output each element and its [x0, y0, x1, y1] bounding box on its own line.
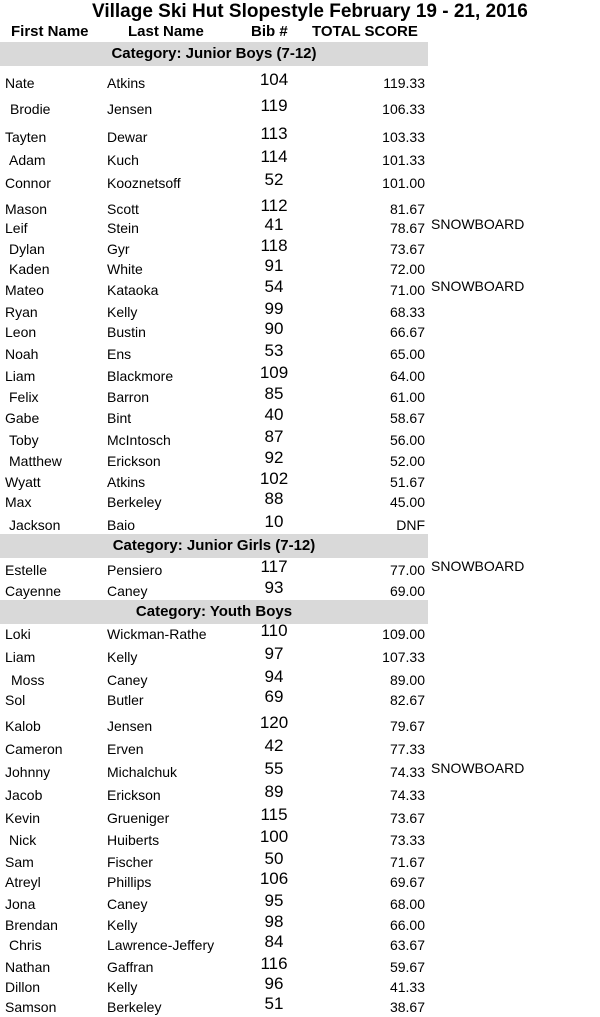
- last-name-cell: Barron: [107, 389, 150, 405]
- category-header: Category: Junior Boys (7-12): [0, 42, 428, 66]
- total-score-cell: 78.67: [389, 220, 425, 236]
- total-score-cell: 63.67: [389, 937, 425, 953]
- table-row: [0, 912, 600, 935]
- last-name-cell: Kelly: [107, 304, 138, 320]
- first-name-cell: Brodie: [10, 101, 51, 117]
- table-row: [0, 932, 600, 955]
- table-row: [0, 736, 600, 759]
- total-score-cell: 81.67: [389, 201, 425, 217]
- table-row: [0, 277, 600, 300]
- total-score-cell: 72.00: [389, 261, 425, 277]
- first-name-cell: Noah: [5, 346, 39, 362]
- last-name-cell: McIntosch: [107, 432, 171, 448]
- first-name-cell: Kaden: [9, 261, 50, 277]
- discipline-note: SNOWBOARD: [431, 216, 525, 232]
- last-name-cell: Kuch: [107, 152, 139, 168]
- header-last-name: Last Name: [128, 23, 204, 40]
- first-name-cell: Jackson: [9, 517, 61, 533]
- first-name-cell: Nick: [9, 832, 37, 848]
- total-score-cell: 82.67: [389, 692, 425, 708]
- bib-number-cell: 87: [264, 427, 284, 446]
- last-name-cell: Atkins: [107, 75, 146, 91]
- total-score-cell: 79.67: [389, 718, 425, 734]
- table-row: [0, 954, 600, 977]
- table-row: [0, 124, 600, 147]
- last-name-cell: Butler: [107, 692, 144, 708]
- total-score-cell: 77.33: [389, 741, 425, 757]
- bib-number-cell: 104: [259, 70, 289, 89]
- first-name-cell: Connor: [5, 175, 51, 191]
- total-score-cell: 107.33: [382, 649, 425, 665]
- table-row: [0, 994, 600, 1017]
- bib-number-cell: 109: [259, 363, 289, 382]
- bib-number-cell: 69: [264, 687, 284, 706]
- last-name-cell: Dewar: [107, 129, 148, 145]
- first-name-cell: Leon: [5, 324, 37, 340]
- first-name-cell: Jona: [5, 896, 36, 912]
- first-name-cell: Tayten: [5, 129, 47, 145]
- last-name-cell: Huiberts: [107, 832, 160, 848]
- last-name-cell: Ens: [107, 346, 132, 362]
- bib-number-cell: 88: [264, 489, 284, 508]
- first-name-cell: Kevin: [5, 810, 41, 826]
- last-name-cell: Bint: [107, 410, 132, 426]
- first-name-cell: Dillon: [5, 979, 41, 995]
- total-score-cell: DNF: [396, 517, 425, 533]
- bib-number-cell: 85: [264, 384, 284, 403]
- first-name-cell: Wyatt: [5, 474, 41, 490]
- bib-number-cell: 110: [260, 621, 288, 640]
- total-score-cell: 89.00: [389, 672, 425, 688]
- bib-number-cell: 120: [259, 713, 289, 732]
- first-name-cell: Loki: [5, 626, 31, 642]
- table-row: [0, 170, 600, 193]
- first-name-cell: Moss: [11, 672, 45, 688]
- first-name-cell: Nate: [5, 75, 35, 91]
- category-header: Category: Junior Girls (7-12): [0, 534, 428, 558]
- first-name-cell: Leif: [5, 220, 28, 236]
- total-score-cell: 74.33: [389, 787, 425, 803]
- total-score-cell: 51.67: [389, 474, 425, 490]
- bib-number-cell: 119: [260, 96, 288, 115]
- last-name-cell: Kataoka: [107, 282, 159, 298]
- table-row: [0, 667, 600, 690]
- table-row: [0, 687, 600, 710]
- first-name-cell: Brendan: [5, 917, 58, 933]
- bib-number-cell: 41: [264, 215, 284, 234]
- bib-number-cell: 117: [260, 557, 288, 576]
- bib-number-cell: 116: [260, 954, 288, 973]
- bib-number-cell: 112: [260, 196, 288, 215]
- first-name-cell: Liam: [5, 649, 36, 665]
- last-name-cell: Lawrence-Jeffery: [107, 937, 215, 953]
- bib-number-cell: 92: [264, 448, 284, 467]
- table-row: [0, 891, 600, 914]
- last-name-cell: Wickman-Rathe: [107, 626, 207, 642]
- first-name-cell: Johnny: [5, 764, 51, 780]
- header-total-score: TOTAL SCORE: [312, 23, 418, 40]
- bib-number-cell: 51: [264, 994, 284, 1013]
- first-name-cell: Estelle: [5, 562, 48, 578]
- last-name-cell: Bustin: [107, 324, 146, 340]
- bib-number-cell: 94: [264, 667, 284, 686]
- last-name-cell: Berkeley: [107, 999, 162, 1015]
- table-row: [0, 512, 600, 535]
- table-row: [0, 849, 600, 872]
- last-name-cell: Atkins: [107, 474, 146, 490]
- table-row: [0, 827, 600, 850]
- bib-number-cell: 42: [264, 736, 284, 755]
- last-name-cell: Jensen: [107, 101, 153, 117]
- total-score-cell: 59.67: [389, 959, 425, 975]
- last-name-cell: White: [107, 261, 143, 277]
- last-name-cell: Stein: [107, 220, 139, 236]
- category-header: Category: Youth Boys: [0, 600, 428, 624]
- bib-number-cell: 10: [264, 512, 284, 531]
- table-row: [0, 299, 600, 322]
- first-name-cell: Jacob: [5, 787, 43, 803]
- table-row: [0, 341, 600, 364]
- total-score-cell: 73.67: [389, 241, 425, 257]
- first-name-cell: Kalob: [5, 718, 41, 734]
- last-name-cell: Baio: [107, 517, 136, 533]
- first-name-cell: Ryan: [5, 304, 38, 320]
- bib-number-cell: 90: [264, 319, 284, 338]
- table-row: [0, 147, 600, 170]
- first-name-cell: Felix: [9, 389, 39, 405]
- bib-number-cell: 98: [264, 912, 284, 931]
- last-name-cell: Erickson: [107, 787, 161, 803]
- table-row: [0, 215, 600, 238]
- last-name-cell: Kelly: [107, 649, 138, 665]
- first-name-cell: Mason: [5, 201, 48, 217]
- total-score-cell: 73.33: [389, 832, 425, 848]
- last-name-cell: Grueniger: [107, 810, 170, 826]
- table-row: [0, 578, 600, 601]
- bib-number-cell: 84: [264, 932, 284, 951]
- last-name-cell: Scott: [107, 201, 139, 217]
- first-name-cell: Max: [5, 494, 32, 510]
- first-name-cell: Atreyl: [5, 874, 41, 890]
- bib-number-cell: 113: [260, 124, 288, 143]
- table-row: [0, 427, 600, 450]
- table-row: [0, 256, 600, 279]
- total-score-cell: 58.67: [389, 410, 425, 426]
- total-score-cell: 41.33: [389, 979, 425, 995]
- first-name-cell: Chris: [9, 937, 42, 953]
- last-name-cell: Erickson: [107, 453, 161, 469]
- discipline-note: SNOWBOARD: [431, 760, 525, 776]
- last-name-cell: Kelly: [107, 917, 138, 933]
- bib-number-cell: 118: [260, 236, 288, 255]
- discipline-note: SNOWBOARD: [431, 278, 525, 294]
- table-row: [0, 805, 600, 828]
- last-name-cell: Fischer: [107, 854, 153, 870]
- total-score-cell: 106.33: [382, 101, 425, 117]
- total-score-cell: 66.00: [389, 917, 425, 933]
- last-name-cell: Blackmore: [107, 368, 174, 384]
- last-name-cell: Michalchuk: [107, 764, 178, 780]
- table-row: [0, 70, 600, 93]
- table-row: [0, 869, 600, 892]
- bib-number-cell: 99: [264, 299, 284, 318]
- first-name-cell: Cayenne: [5, 583, 62, 599]
- last-name-cell: Caney: [107, 583, 148, 599]
- table-row: [0, 96, 600, 119]
- table-row: [0, 236, 600, 259]
- first-name-cell: Toby: [9, 432, 39, 448]
- total-score-cell: 71.00: [389, 282, 425, 298]
- table-row: [0, 644, 600, 667]
- table-row: [0, 469, 600, 492]
- total-score-cell: 45.00: [389, 494, 425, 510]
- last-name-cell: Phillips: [107, 874, 152, 890]
- first-name-cell: Sam: [5, 854, 34, 870]
- bib-number-cell: 95: [264, 891, 284, 910]
- first-name-cell: Mateo: [5, 282, 44, 298]
- last-name-cell: Caney: [107, 672, 148, 688]
- table-row: [0, 448, 600, 471]
- total-score-cell: 56.00: [389, 432, 425, 448]
- table-row: [0, 405, 600, 428]
- table-row: [0, 557, 600, 580]
- bib-number-cell: 89: [264, 782, 284, 801]
- bib-number-cell: 114: [260, 147, 288, 166]
- first-name-cell: Sol: [5, 692, 26, 708]
- bib-number-cell: 93: [264, 578, 284, 597]
- first-name-cell: Matthew: [9, 453, 62, 469]
- bib-number-cell: 54: [264, 277, 284, 296]
- bib-number-cell: 97: [264, 644, 284, 663]
- bib-number-cell: 53: [264, 341, 284, 360]
- bib-number-cell: 102: [259, 469, 289, 488]
- total-score-cell: 52.00: [389, 453, 425, 469]
- total-score-cell: 68.33: [389, 304, 425, 320]
- total-score-cell: 119.33: [383, 75, 425, 91]
- page-title: Village Ski Hut Slopestyle February 19 - 21, 2016: [92, 1, 528, 22]
- discipline-note: SNOWBOARD: [431, 558, 525, 574]
- table-row: [0, 319, 600, 342]
- table-row: [0, 363, 600, 386]
- last-name-cell: Gaffran: [107, 959, 154, 975]
- first-name-cell: Nathan: [5, 959, 51, 975]
- first-name-cell: Gabe: [5, 410, 40, 426]
- total-score-cell: 38.67: [389, 999, 425, 1015]
- table-row: [0, 713, 600, 736]
- last-name-cell: Kooznetsoff: [107, 175, 181, 191]
- total-score-cell: 73.67: [389, 810, 425, 826]
- last-name-cell: Jensen: [107, 718, 153, 734]
- bib-number-cell: 55: [264, 759, 284, 778]
- last-name-cell: Kelly: [107, 979, 138, 995]
- first-name-cell: Dylan: [9, 241, 45, 257]
- bib-number-cell: 52: [264, 170, 284, 189]
- bib-number-cell: 40: [264, 405, 284, 424]
- total-score-cell: 68.00: [389, 896, 425, 912]
- table-row: [0, 489, 600, 512]
- last-name-cell: Gyr: [107, 241, 130, 257]
- total-score-cell: 74.33: [389, 764, 425, 780]
- last-name-cell: Erven: [107, 741, 144, 757]
- header-first-name: First Name: [11, 23, 89, 40]
- bib-number-cell: 115: [260, 805, 288, 824]
- last-name-cell: Caney: [107, 896, 148, 912]
- first-name-cell: Adam: [9, 152, 46, 168]
- table-row: [0, 974, 600, 997]
- total-score-cell: 101.00: [382, 175, 425, 191]
- table-row: [0, 384, 600, 407]
- total-score-cell: 103.33: [382, 129, 425, 145]
- first-name-cell: Liam: [5, 368, 36, 384]
- table-row: [0, 621, 600, 644]
- header-bib: Bib #: [251, 23, 288, 40]
- total-score-cell: 65.00: [389, 346, 425, 362]
- bib-number-cell: 91: [264, 256, 284, 275]
- first-name-cell: Cameron: [5, 741, 63, 757]
- total-score-cell: 61.00: [389, 389, 425, 405]
- last-name-cell: Berkeley: [107, 494, 162, 510]
- table-row: [0, 759, 600, 782]
- total-score-cell: 109.00: [382, 626, 425, 642]
- total-score-cell: 77.00: [389, 562, 425, 578]
- bib-number-cell: 96: [264, 974, 284, 993]
- total-score-cell: 64.00: [389, 368, 425, 384]
- table-row: [0, 782, 600, 805]
- total-score-cell: 66.67: [389, 324, 425, 340]
- total-score-cell: 71.67: [389, 854, 425, 870]
- last-name-cell: Pensiero: [107, 562, 163, 578]
- bib-number-cell: 100: [259, 827, 289, 846]
- bib-number-cell: 50: [264, 849, 284, 868]
- total-score-cell: 69.67: [389, 874, 425, 890]
- total-score-cell: 69.00: [389, 583, 425, 599]
- bib-number-cell: 106: [259, 869, 289, 888]
- total-score-cell: 101.33: [382, 152, 425, 168]
- first-name-cell: Samson: [5, 999, 57, 1015]
